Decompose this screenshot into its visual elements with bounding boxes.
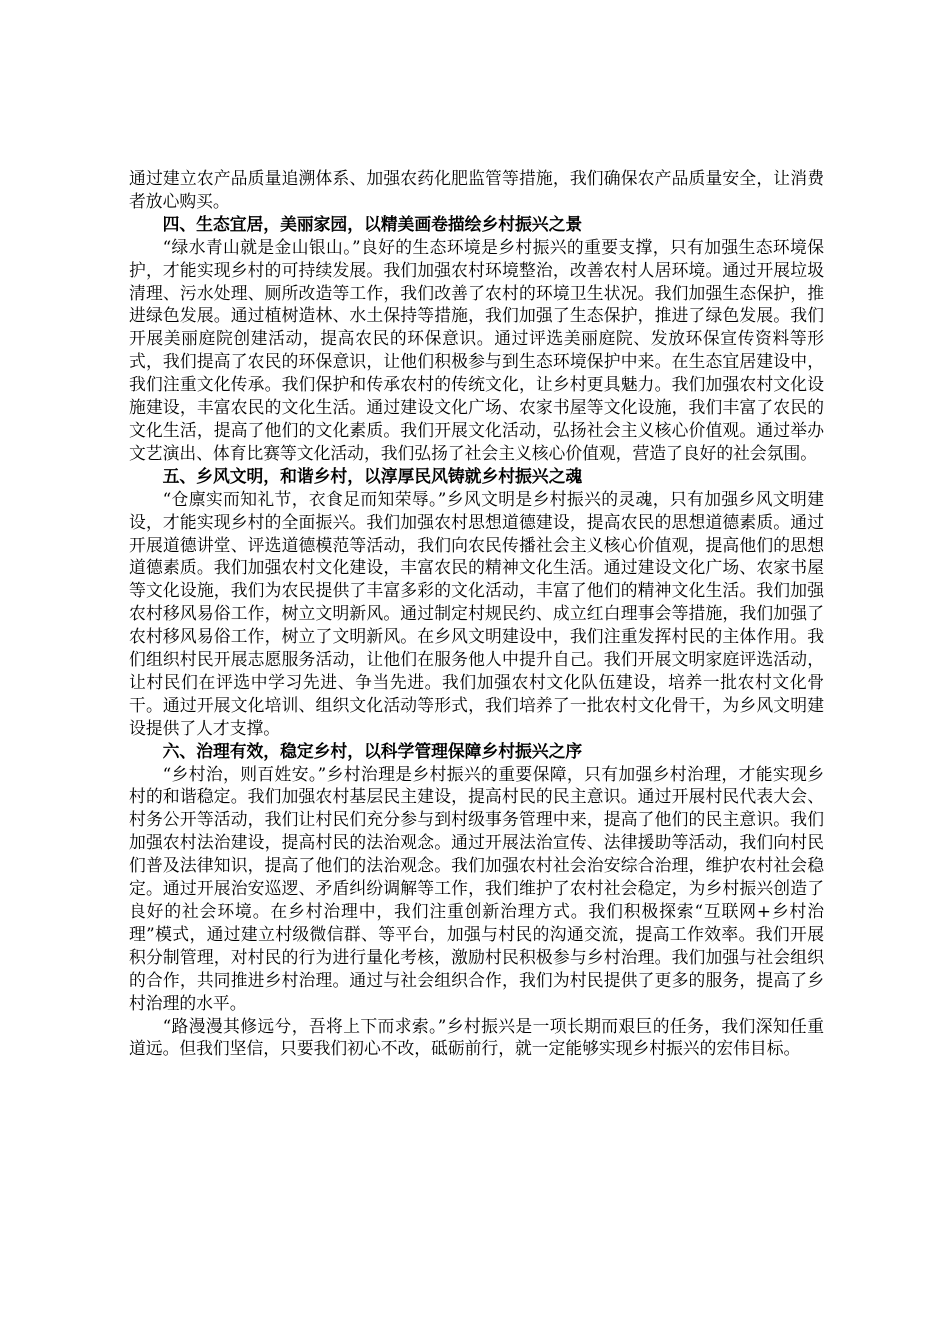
section-paragraph-4: “绿水青山就是金山银山。”良好的生态环境是乡村振兴的重要支撑，只有加强生态环境保护，才能实现乡村的可持续发展。我们加强农村环境整治，改善农村人居环境。通过开展垃圾清理、污水处理、厕所改造等工作，我们改善了农村的环境卫生状况。我们加强生态保护，推进绿色发展。通过植树造林、水土保持等措施，我们加强了生态保护，推进了绿色发展。我们开展美丽庭院创建活动，提高农民的环保意识。通过评选美丽庭院、发放环保宣传资料等形式，我们提高了农民的环保意识，让他们积极参与到生态环境保护中来。在生态宜居建设中，我们注重文化传承。我们保护和传承农村的传统文化，让乡村更具魅力。我们加强农村文化设施建设，丰富农民的文化生活。通过建设文化广场、农家书屋等文化设施，我们丰富了农民的文化生活，提高了他们的文化素质。我们开展文化活动，弘扬社会主义核心价值观。通过举办文艺演出、体育比赛等文化活动，我们弘扬了社会主义核心价值观，营造了良好的社会氛围。	[129, 236, 824, 463]
conclusion-paragraph: “路漫漫其修远兮，吾将上下而求索。”乡村振兴是一项长期而艰巨的任务，我们深知任重道远。但我们坚信，只要我们初心不改，砥砺前行，就一定能够实现乡村振兴的宏伟目标。	[129, 1015, 824, 1059]
section-heading-5: 五、乡风文明，和谐乡村，以淳厚民风铸就乡村振兴之魂	[162, 465, 583, 486]
section-heading-6: 六、治理有效，稳定乡村，以科学管理保障乡村振兴之序	[162, 740, 583, 761]
section-paragraph-5: “仓廪实而知礼节，衣食足而知荣辱。”乡风文明是乡村振兴的灵魂，只有加强乡风文明建设，才能实现乡村的全面振兴。我们加强农村思想道德建设，提高农民的思想道德素质。通过开展道德讲堂、评选道德模范等活动，我们向农民传播社会主义核心价值观，提高他们的思想道德素质。我们加强农村文化建设，丰富农民的精神文化生活。通过建设文化广场、农家书屋等文化设施，我们为农民提供了丰富多彩的文化活动，丰富了他们的精神文化生活。我们加强农村移风易俗工作，树立文明新风。通过制定村规民约、成立红白理事会等措施，我们加强了农村移风易俗工作，树立了文明新风。在乡风文明建设中，我们注重发挥村民的主体作用。我们组织村民开展志愿服务活动，让他们在服务他人中提升自己。我们开展文明家庭评选活动，让村民们在评选中学习先进、争当先进。我们加强农村文化队伍建设，培养一批农村文化骨干。通过开展文化培训、组织文化活动等形式，我们培养了一批农村文化骨干，为乡风文明建设提供了人才支撑。	[129, 488, 824, 738]
intro-paragraph-continuation: 通过建立农产品质量追溯体系、加强农药化肥监管等措施，我们确保农产品质量安全，让消费者放心购买。	[129, 168, 824, 211]
document-body	[129, 167, 824, 1060]
section-paragraph-6: “乡村治，则百姓安。”乡村治理是乡村振兴的重要保障，只有加强乡村治理，才能实现乡村的和谐稳定。我们加强农村基层民主建设，提高村民的民主意识。通过开展村民代表大会、村务公开等活动，我们让村民们充分参与到村级事务管理中来，提高了他们的民主意识。我们加强农村法治建设，提高村民的法治观念。通过开展法治宣传、法律援助等活动，我们向村民们普及法律知识，提高了他们的法治观念。我们加强农村社会治安综合治理，维护农村社会稳定。通过开展治安巡逻、矛盾纠纷调解等工作，我们维护了农村社会稳定，为乡村振兴创造了良好的社会环境。在乡村治理中，我们注重创新治理方式。我们积极探索“互联网+乡村治理”模式，通过建立村级微信群、等平台，加强与村民的沟通交流，提高工作效率。我们开展积分制管理，对村民的行为进行量化考核，激励村民积极参与乡村治理。我们加强与社会组织的合作，共同推进乡村治理。通过与社会组织合作，我们为村民提供了更多的服务，提高了乡村治理的水平。	[129, 763, 824, 1013]
section-heading-4: 四、生态宜居，美丽家园，以精美画卷描绘乡村振兴之景	[162, 213, 583, 234]
